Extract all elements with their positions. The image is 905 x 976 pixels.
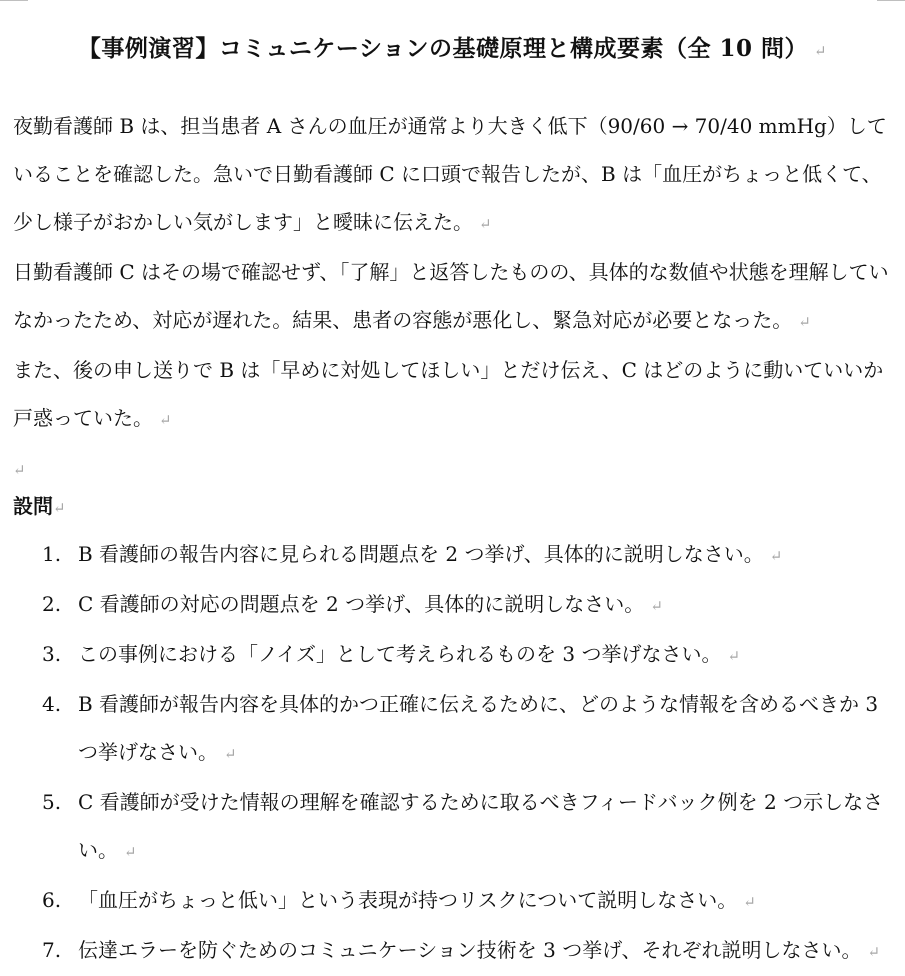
paragraph-mark-icon: ↵ <box>650 597 663 615</box>
question-number: 6. <box>42 888 62 912</box>
question-number: 7. <box>42 938 62 962</box>
question-list <box>0 530 900 976</box>
paragraph-mark-icon: ↵ <box>13 461 26 479</box>
question-heading-text: 設問 <box>13 494 53 518</box>
question-item <box>0 876 900 926</box>
page-corner-mark-right <box>877 0 905 9</box>
question-text: B 看護師の報告内容に見られる問題点を 2 つ挙げ、具体的に説明しなさい。 <box>78 542 764 566</box>
question-number: 3. <box>42 642 62 666</box>
question-item <box>0 630 900 680</box>
case-paragraph-text: 夜勤看護師 B は、担当患者 A さんの血圧が通常より大きく低下（90/60 → 70/40 mmHg）していることを確認した。急いで日勤看護師 C に口頭で報告したが、B は「血圧がちょっと低くて、少し様子がおかしい気がします」と曖昧に伝えた。 <box>13 114 887 234</box>
question-number: 5. <box>42 790 62 814</box>
question-text: C 看護師が受けた情報の理解を確認するために取るべきフィードバック例を 2 つ示しなさい。 <box>78 790 884 862</box>
case-paragraph <box>13 248 893 346</box>
document-title-text: 【事例演習】コミュニケーションの基礎原理と構成要素（全 10 問） <box>77 35 809 62</box>
question-number: 4. <box>42 692 62 716</box>
question-text: 伝達エラーを防ぐためのコミュニケーション技術を 3 つ挙げ、それぞれ説明しなさい。 <box>78 938 862 962</box>
question-number: 1. <box>42 542 62 566</box>
paragraph-mark-icon: ↵ <box>53 499 66 517</box>
case-description <box>13 102 893 494</box>
paragraph-mark-icon: ↵ <box>479 215 492 233</box>
question-number: 2. <box>42 592 62 616</box>
page-corner-mark-left <box>0 0 28 9</box>
paragraph-mark-icon: ↵ <box>727 647 741 665</box>
paragraph-mark-icon: ↵ <box>798 313 811 331</box>
empty-paragraph <box>13 444 893 494</box>
document-title <box>0 30 905 63</box>
case-paragraph <box>13 346 893 444</box>
question-text: 「血圧がちょっと低い」という表現が持つリスクについて説明しなさい。 <box>78 888 738 912</box>
paragraph-mark-icon: ↵ <box>867 943 881 961</box>
paragraph-mark-icon: ↵ <box>159 411 172 429</box>
question-item <box>0 530 900 580</box>
question-text: B 看護師が報告内容を具体的かつ正確に伝えるために、どのような情報を含めるべきか 3 つ挙げなさい。 <box>78 692 879 764</box>
case-paragraph-text: 日勤看護師 C はその場で確認せず、「了解」と返答したものの、具体的な数値や状態を理解していなかったため、対応が遅れた。結果、患者の容態が悪化し、緊急対応が必要となった。 <box>13 260 889 332</box>
case-paragraph-text: また、後の申し送りで B は「早めに対処してほしい」とだけ伝え、C はどのように動いていいか戸惑っていた。 <box>13 358 884 430</box>
question-text: この事例における「ノイズ」として考えられるものを 3 つ挙げなさい。 <box>78 642 722 666</box>
question-item <box>0 926 900 976</box>
question-text: C 看護師の対応の問題点を 2 つ挙げ、具体的に説明しなさい。 <box>78 592 645 616</box>
paragraph-mark-icon: ↵ <box>743 893 756 911</box>
question-item <box>0 680 900 778</box>
paragraph-mark-icon: ↵ <box>769 547 783 565</box>
case-paragraph <box>13 102 893 248</box>
paragraph-mark-icon: ↵ <box>224 745 237 763</box>
question-item <box>0 580 900 630</box>
question-item <box>0 778 900 876</box>
paragraph-mark-icon: ↵ <box>124 843 137 861</box>
paragraph-mark-icon: ↵ <box>814 42 828 60</box>
question-heading <box>13 482 66 532</box>
